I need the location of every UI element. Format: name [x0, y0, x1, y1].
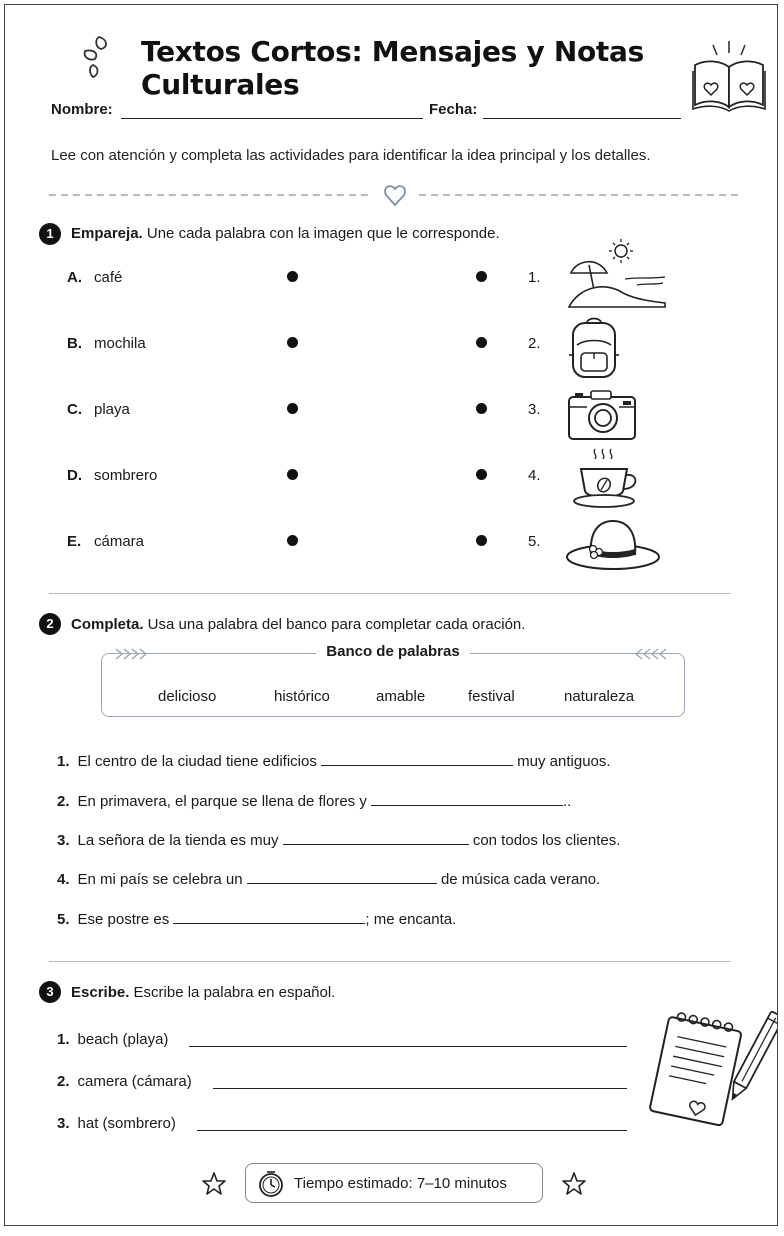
word-bank-title: Banco de palabras [316, 643, 469, 660]
match-dot-left[interactable] [287, 535, 298, 546]
heart-icon [385, 186, 405, 205]
date-label: Fecha: [429, 101, 478, 118]
name-field[interactable] [121, 118, 423, 119]
picture-number: 4. [528, 467, 541, 484]
hat-icon [565, 517, 661, 573]
name-label: Nombre: [51, 101, 113, 118]
star-icon [201, 1171, 227, 1197]
word-bank [101, 643, 685, 717]
match-dot-left[interactable] [287, 403, 298, 414]
match-letter: C. [67, 401, 82, 418]
match-word: playa [94, 401, 130, 418]
match-dot-right[interactable] [476, 271, 487, 282]
worksheet-page [4, 4, 778, 1226]
heart-divider [49, 181, 739, 211]
bank-word: delicioso [158, 688, 217, 705]
match-word: mochila [94, 335, 146, 352]
bank-word: histórico [274, 688, 330, 705]
answer-line[interactable] [189, 1046, 627, 1047]
arrow-deco-icon [632, 648, 672, 660]
intro-text: Lee con atención y completa las actividades para identificar la idea principal y los detalles. [51, 147, 651, 164]
answer-blank[interactable] [247, 869, 437, 884]
sentence-item: 3. La señora de la tienda es muy con todos los clientes. [57, 832, 621, 849]
sentence-item: 4. En mi país se celebra un de música cada verano. [57, 871, 601, 888]
picture-number: 3. [528, 401, 541, 418]
match-dot-left[interactable] [287, 337, 298, 348]
answer-line[interactable] [213, 1088, 627, 1089]
answer-blank[interactable] [283, 830, 469, 845]
sentence-item: 1. El centro de la ciudad tiene edificios muy antiguos. [57, 753, 611, 770]
arrow-deco-icon [116, 648, 156, 660]
picture-number: 5. [528, 533, 541, 550]
answer-blank[interactable] [371, 791, 563, 806]
beach-icon [565, 237, 669, 307]
section-2-number: 2 [39, 613, 61, 635]
backpack-icon [567, 315, 621, 379]
match-letter: D. [67, 467, 82, 484]
open-book-icon [691, 37, 763, 113]
section-2-heading: Completa. Usa una palabra del banco para completar cada oración. [71, 616, 526, 633]
match-letter: B. [67, 335, 82, 352]
answer-blank[interactable] [173, 909, 365, 924]
match-letter: A. [67, 269, 82, 286]
match-dot-right[interactable] [476, 403, 487, 414]
sentence-item: 5. Ese postre es ; me encanta. [57, 911, 457, 928]
translation-item: 1. beach (playa) [57, 1031, 169, 1048]
word-bank-title-wrap [102, 643, 684, 661]
notepad-pencil-icon [645, 1009, 775, 1133]
date-field[interactable] [483, 118, 681, 119]
clock-icon [258, 1170, 284, 1198]
answer-line[interactable] [197, 1130, 627, 1131]
page-title: Textos Cortos: Mensajes y Notas Culturales [141, 35, 644, 101]
match-letter: E. [67, 533, 82, 550]
match-dot-left[interactable] [287, 271, 298, 282]
picture-number: 2. [528, 335, 541, 352]
answer-blank[interactable] [321, 751, 513, 766]
match-word: café [94, 269, 123, 286]
match-dot-left[interactable] [287, 469, 298, 480]
star-icon [561, 1171, 587, 1197]
match-word: cámara [94, 533, 145, 550]
camera-icon [567, 389, 639, 441]
translation-item: 3. hat (sombrero) [57, 1115, 176, 1132]
sentence-item: 2. En primavera, el parque se llena de flores y .. [57, 793, 572, 810]
match-dot-right[interactable] [476, 535, 487, 546]
time-estimate-text: Tiempo estimado: 7–10 minutos [294, 1175, 507, 1192]
time-estimate-box [245, 1163, 543, 1203]
picture-number: 1. [528, 269, 541, 286]
bank-word: naturaleza [564, 688, 635, 705]
section-1-heading: Empareja. Une cada palabra con la imagen que le corresponde. [71, 225, 500, 242]
section-divider [49, 593, 731, 594]
match-word: sombrero [94, 467, 158, 484]
match-dot-right[interactable] [476, 469, 487, 480]
section-1-number: 1 [39, 223, 61, 245]
coffee-cup-icon [571, 447, 641, 511]
bank-word: amable [376, 688, 426, 705]
section-3-number: 3 [39, 981, 61, 1003]
match-dot-right[interactable] [476, 337, 487, 348]
translation-item: 2. camera (cámara) [57, 1073, 192, 1090]
section-divider [49, 961, 731, 962]
sparkle-icon [81, 33, 113, 79]
bank-word: festival [468, 688, 515, 705]
section-3-heading: Escribe. Escribe la palabra en español. [71, 984, 336, 1001]
